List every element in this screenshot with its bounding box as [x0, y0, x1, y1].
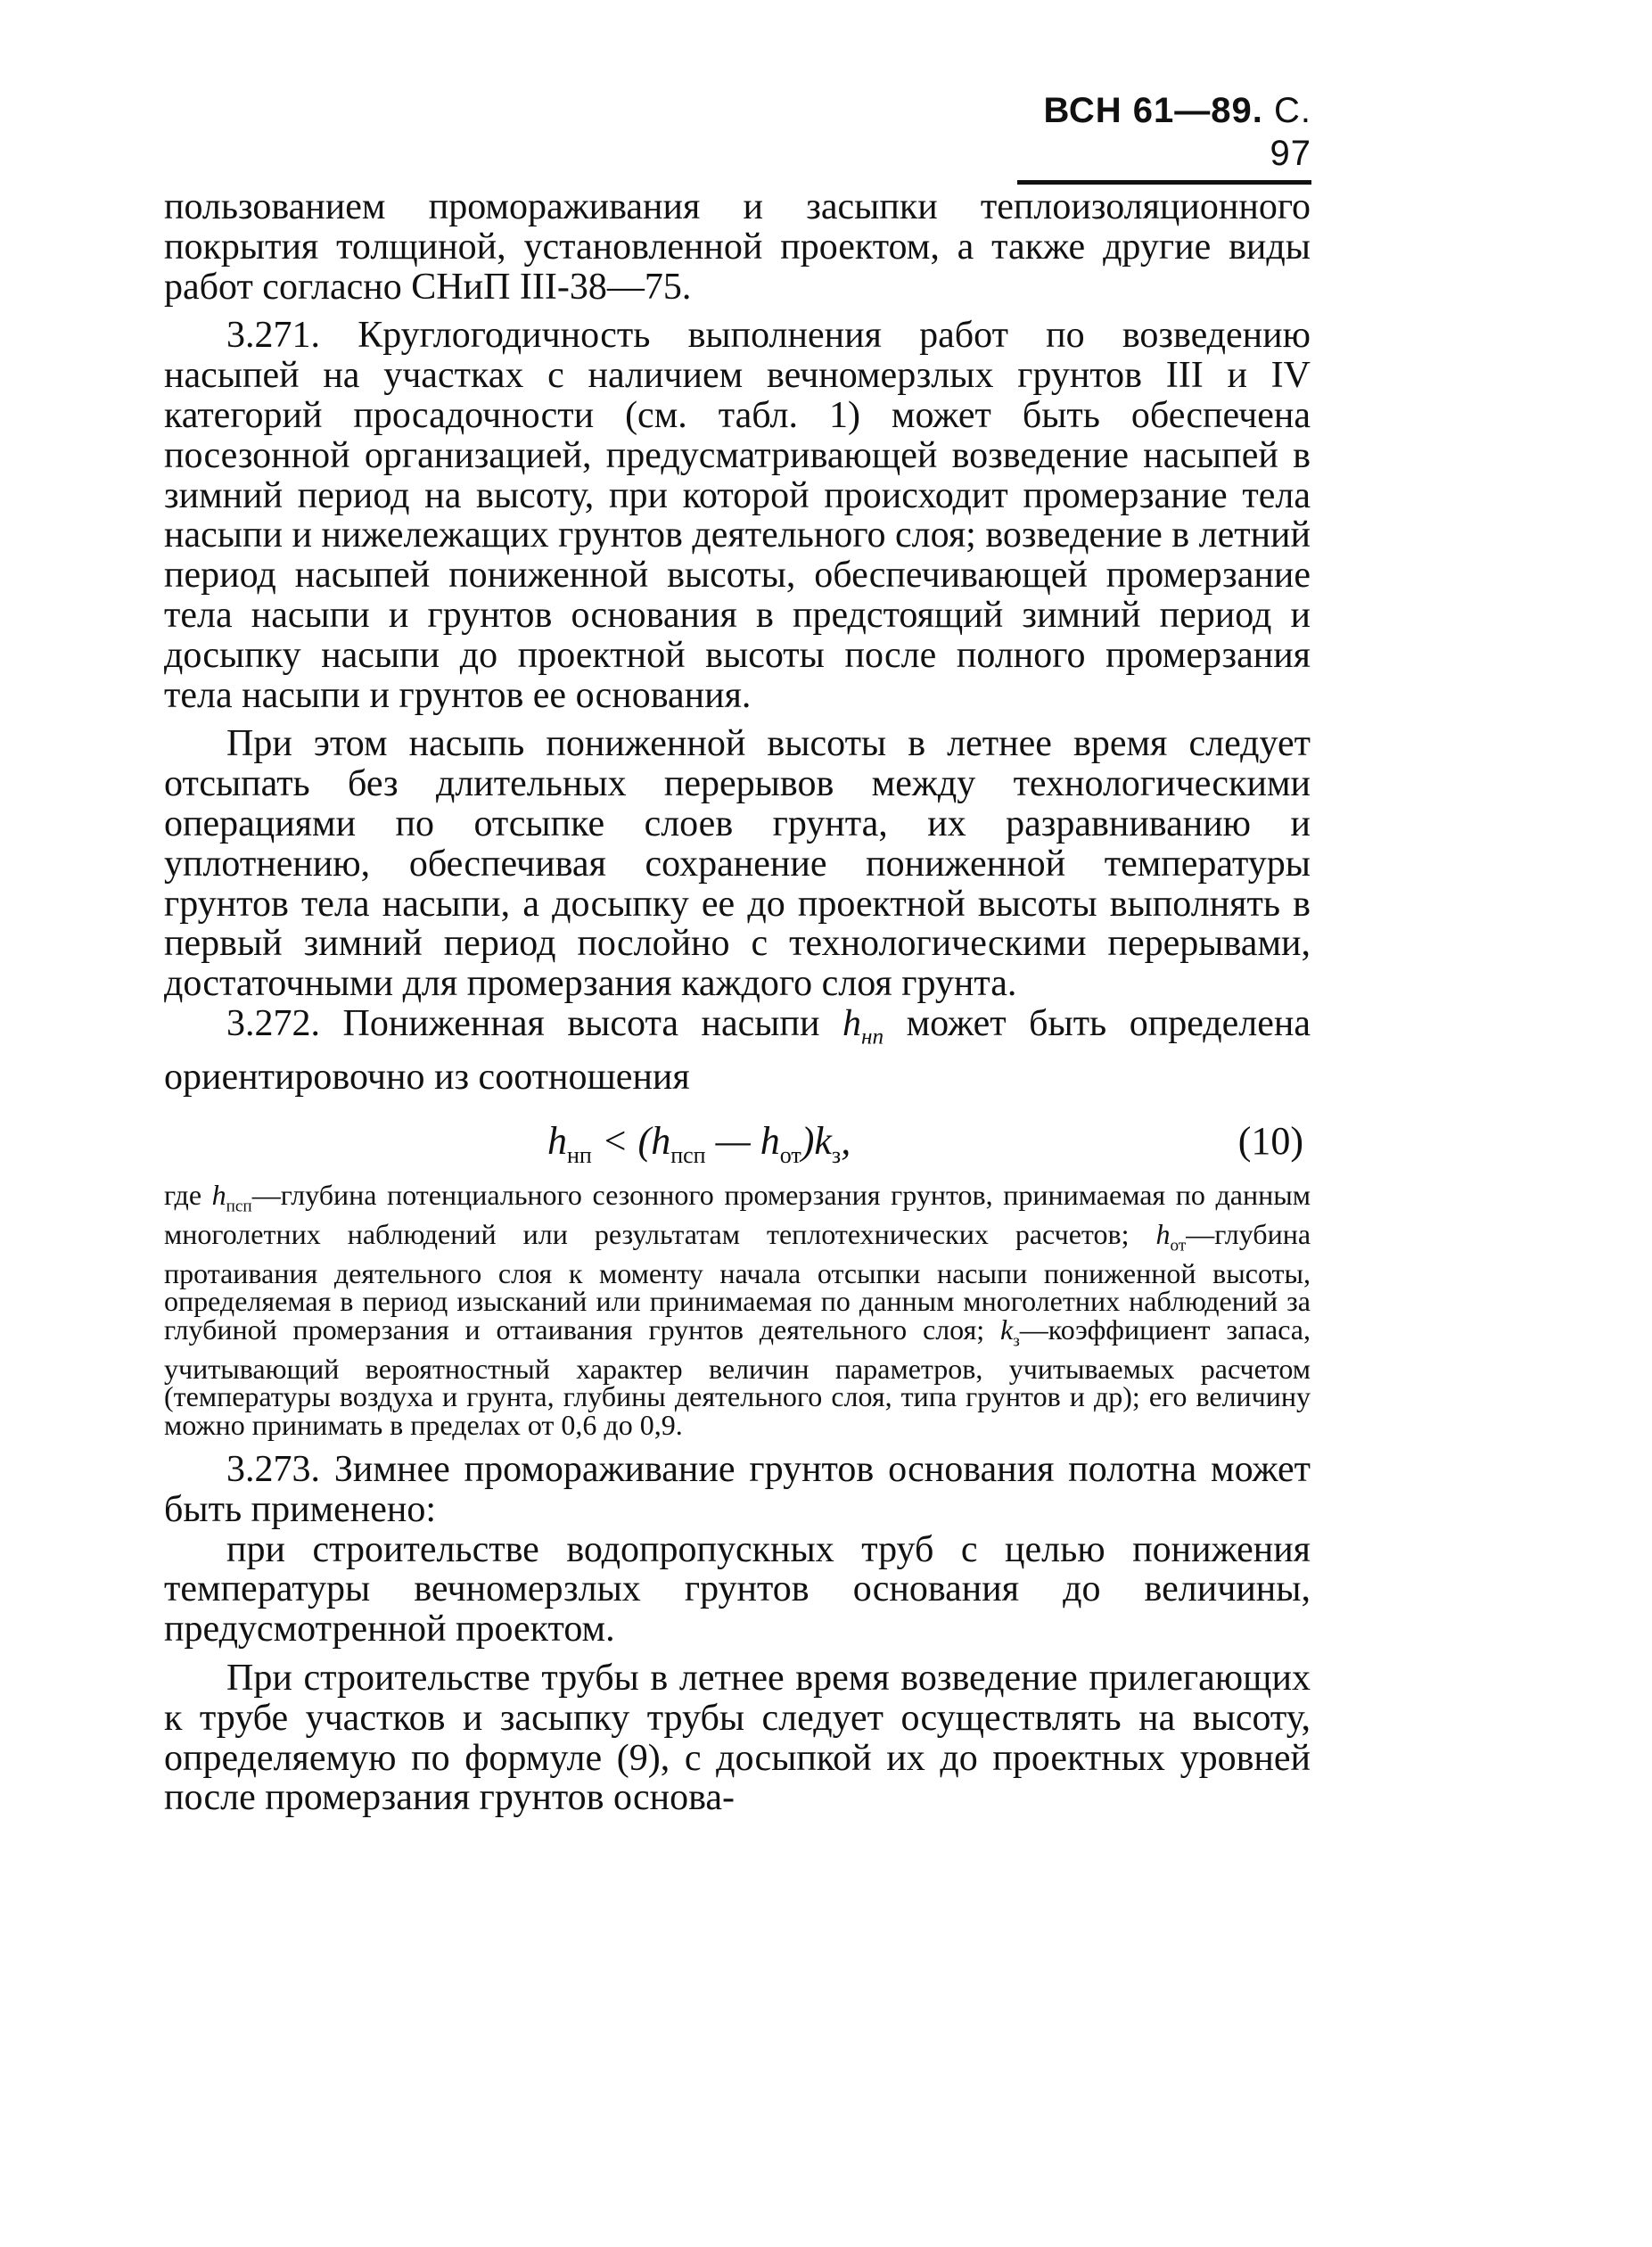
paragraph-3-272-text: 3.272. Пониженная высота насыпи: [226, 1002, 820, 1044]
formula-10: [164, 1110, 1311, 1173]
document-code: ВСН 61—89.: [1043, 91, 1263, 130]
paragraph-pipe-construction: При строительстве трубы в летнее время возведение прилегающих к трубе участков и засыпку трубы следует осуществлять на высоту, определяемую по формуле (9), с досыпкой их до проектных уровней после промерзания грунтов основа-: [164, 1658, 1311, 1819]
paragraph-3-273: 3.273. Зимнее промораживание грунтов основания полотна может быть применено:: [164, 1449, 1311, 1530]
formula-expression: $h_{нп} < (h_{псп}$ — $h_{от})k_з$,: [547, 1118, 851, 1168]
variable-h-np: $h_{нп}$: [842, 1002, 884, 1049]
paragraph-3-271: 3.271. Круглогодичность выполнения работ по возведению насыпей на участках с наличием вечномерзлых грунтов III и IV категорий просадочности (см. табл. 1) может быть обеспечена посезонной организацией, предусматривающей возведение насыпей в зимний период на высоту, при которой происходит промерзание тела насыпи и нижележащих грунтов деятельного слоя; возведение в летний период насыпей пониженной высоты, обеспечивающей промерзание тела насыпи и грунтов основания в предстоящий зимний период и досыпку насыпи до проектной высоты после полного промерзания тела насыпи и грунтов ее основания.: [164, 315, 1311, 716]
paragraph-3-272-text-end: может быть определена ориентировочно из соотношения: [164, 1002, 1311, 1099]
paragraph-continuation: пользованием промораживания и засыпки теплоизоляционного покрытия толщиной, установленной проектом, а также другие виды работ согласно СНиП III-38—75.: [164, 186, 1311, 308]
paragraph-3-272: [164, 1004, 1311, 1098]
formula-number: (10): [1237, 1118, 1303, 1163]
paragraph-culverts: при строительстве водопропускных труб с целью понижения температуры вечномерзлых грунтов основания до величины, предусмотренной проектом.: [164, 1528, 1311, 1650]
paragraph-summer-fill: При этом насыпь пониженной высоты в летнее время следует отсыпать без длительных перерывов между технологическими операциями по отсыпке слоев грунта, их разравниванию и уплотнению, обеспечивая сохранение пониженной температуры грунтов тела насыпи, а досыпку ее до проектной высоты выполнять в первый зимний период послойно с технологическими перерывами, достаточными для промерзания каждого слоя грунта.: [164, 723, 1311, 1005]
body-text: [164, 187, 1311, 1818]
formula-notes: где $h_{псп}—глубина$ потенциального сезонного промерзания грунтов, принимаемая по данным многолетних наблюдений или результатам теплотехнических расчетов; $h_{от}—глубина$ протаивания деятельного слоя к моменту начала отсыпки насыпи пониженной высоты, определяемая в период изысканий или принимаемая по данным многолетних наблюдений за глубиной промерзания и оттаивания грунтов деятельного слоя; $k_з—коэффициент$ запаса, учитывающий вероятностный характер величин параметров, учитываемых расчетом (температуры воздуха и грунта, глубины деятельного слоя, типа грунтов и др); его величину можно принимать в пределах от 0,6 до 0,9.: [164, 1178, 1311, 1441]
page-number: С. 97: [1270, 91, 1311, 173]
page-header: [1017, 89, 1311, 185]
